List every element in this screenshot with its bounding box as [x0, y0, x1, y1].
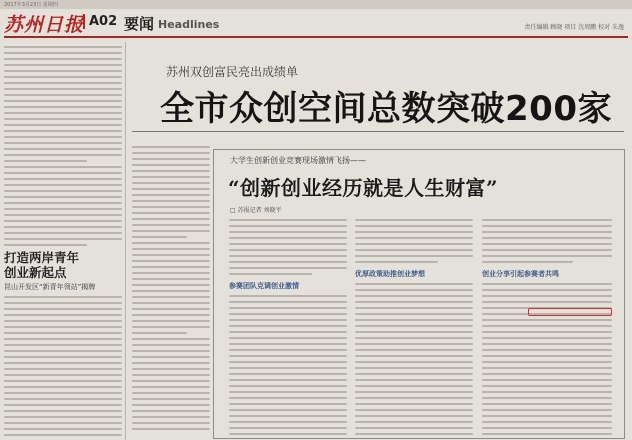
section-subtitle: Headlines: [158, 18, 220, 31]
editor-credits: 责任编辑 顾晓 项目 沈周鹏 校对 朱逸: [524, 24, 624, 31]
feature-subhead-3: 创业分享引起参赛者共鸣: [482, 270, 559, 278]
left-text-block-top: [4, 46, 122, 246]
left-headline-line1: 打造两岸青年: [4, 250, 80, 265]
newspaper-logo: 苏州日报: [4, 14, 85, 36]
main-headline: 全市众创空间总数突破200家: [160, 89, 612, 129]
top-band: [0, 0, 632, 9]
highlight-annotation: [528, 308, 612, 316]
feature-column-3: [482, 215, 612, 437]
left-text-block-bottom: [4, 296, 122, 440]
main-story-body: [132, 142, 210, 440]
column-divider: [125, 42, 126, 440]
feature-subhead-1: 参赛团队克调创业激情: [229, 282, 299, 290]
issue-date: 2017年3月23日 星期四: [4, 2, 58, 8]
feature-column-1: [229, 215, 347, 437]
left-column: [4, 42, 122, 440]
section-title: 要闻: [124, 15, 155, 33]
left-subheadline: 昆山开发区“新青年领站”揭牌: [4, 283, 96, 291]
feature-headline: “创新创业经历就是人生财富”: [228, 176, 499, 200]
left-headline: [4, 250, 122, 280]
feature-kicker: 大学生创新创业竞赛现场激情飞扬——: [230, 156, 366, 165]
feature-subhead-2: 优厚政策助推创业梦想: [355, 270, 425, 278]
feature-column-2: [355, 215, 473, 437]
main-kicker: 苏州双创富民亮出成绩单: [166, 65, 299, 79]
feature-byline: □ 苏报记者 刘晓平: [230, 207, 282, 214]
page-number: A02: [83, 14, 117, 29]
masthead: [4, 10, 628, 38]
left-headline-line2: 创业新起点: [4, 265, 67, 280]
headline-rule: [132, 131, 624, 132]
